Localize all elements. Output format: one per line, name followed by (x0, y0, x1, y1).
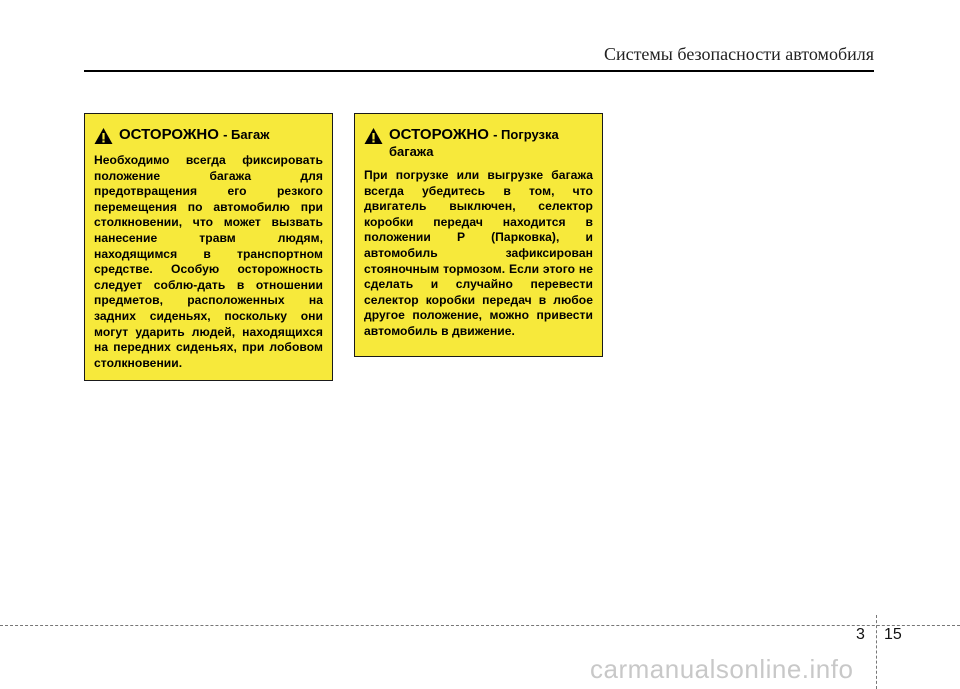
warning-triangle-icon (94, 127, 113, 145)
page-chapter-number: 3 (856, 626, 865, 643)
watermark-text: carmanualsonline.info (590, 654, 854, 684)
warning-box-luggage (84, 113, 333, 381)
warning-triangle-icon (364, 127, 383, 145)
warning-box-luggage-loading (354, 113, 603, 357)
warning-heading (389, 126, 593, 160)
warning-body-text: Необходимо всегда фиксировать положение багажа для предотвращения его резкого перемещения по автомобилю при столкновении, что может вызвать нанесение травм людям, находящимся в транспортном средстве. Особую осторожность следует соблю-дать в отношении предметов, расположенных на задних сиденьях, поскольку они могут ударить людей, находящихся на передних сиденьях, при лобовом столкновении. (94, 153, 323, 370)
warning-heading-label: ОСТОРОЖНО (389, 126, 489, 143)
page-number: 15 (884, 626, 902, 643)
header-rule (84, 70, 874, 72)
footer-divider (0, 625, 960, 626)
warning-body-text: При погрузке или выгрузке багажа всегда убедитесь в том, что двигатель выключен, селектор коробки передач находится в положении P (Парковка), и автомобиль зафиксирован стояночным тормозом. Если этого не сделать и случайно перевести селектор коробки передач в любое другое положение, можно привести автомобиль в движение. (364, 168, 593, 338)
warning-heading-topic: - Погрузка багажа (389, 127, 559, 159)
warning-heading-row (94, 126, 323, 145)
footer-page-divider (876, 615, 877, 689)
warning-heading-row (364, 126, 593, 160)
warning-heading (119, 126, 269, 143)
warning-heading-topic: - Багаж (223, 127, 270, 142)
page-header-title: Системы безопасности автомобиля (603, 44, 874, 64)
warning-heading-label: ОСТОРОЖНО (119, 126, 219, 143)
